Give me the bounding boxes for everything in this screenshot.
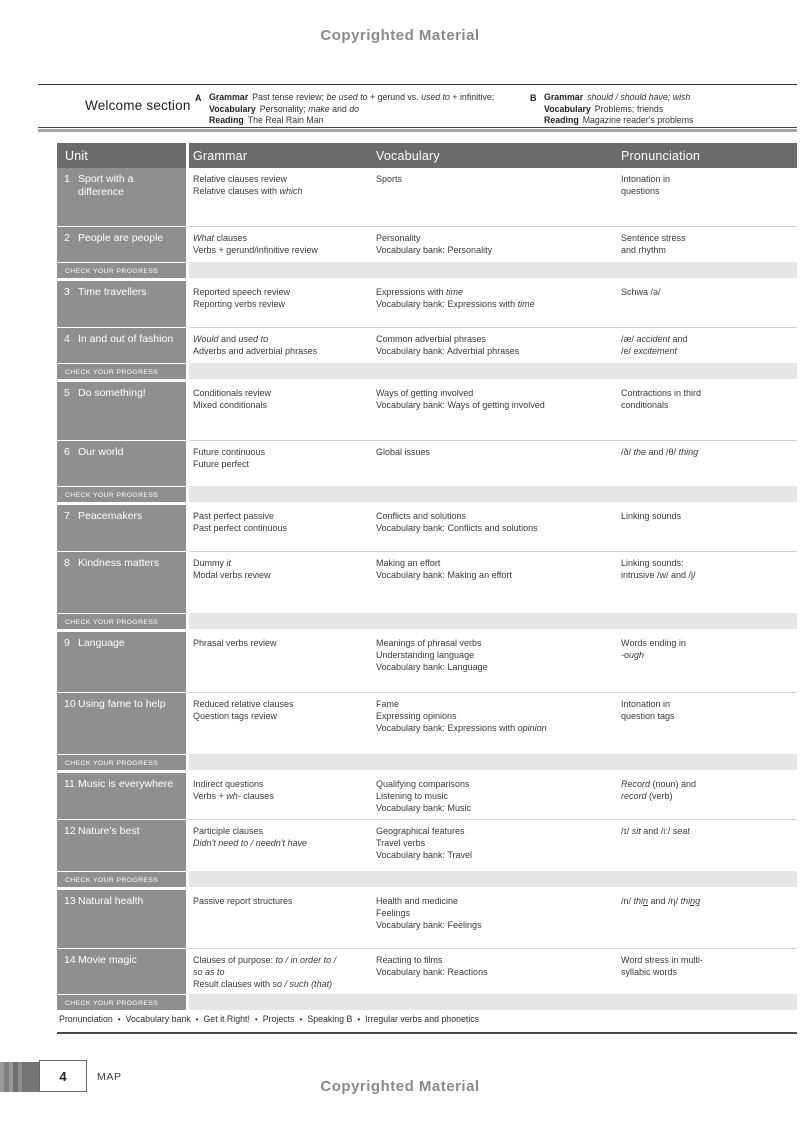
welcome-column-lines xyxy=(209,92,494,127)
table-row-unit-6 xyxy=(57,440,797,486)
welcome-line-label: Vocabulary xyxy=(544,103,591,114)
welcome-line xyxy=(544,104,693,116)
text-line: Adverbs and adverbial phrases xyxy=(193,346,318,357)
cell-pronunciation xyxy=(617,168,797,226)
unit-name: Do something! xyxy=(78,387,146,399)
page-number-box: 4 xyxy=(39,1060,87,1092)
text-line: Feelings xyxy=(376,907,411,918)
text-line: /ð/ the and /θ/ thing xyxy=(621,447,699,457)
text-line: Vocabulary bank: Adverbial phrases xyxy=(376,346,520,357)
text-line: Reacting to films xyxy=(376,954,443,965)
text-line: Listening to music xyxy=(376,791,449,802)
unit-group-7 xyxy=(57,890,797,1011)
unit-name: Nature's best xyxy=(78,824,140,837)
text-line: Global issues xyxy=(376,447,431,457)
table-row-unit-9 xyxy=(57,632,797,692)
unit-title-cell xyxy=(57,440,186,486)
text-line: Qualifying comparisons xyxy=(376,779,470,789)
text-line: Linking sounds: xyxy=(621,558,684,568)
check-your-progress-label: CHECK YOUR PROGRESS xyxy=(57,262,186,278)
footer-item: Vocabulary bank xyxy=(125,1014,191,1024)
progress-band xyxy=(189,871,797,887)
text-line: Dummy it xyxy=(193,558,231,568)
unit-title-cell xyxy=(57,505,186,551)
table-row-unit-10 xyxy=(57,692,797,754)
welcome-line-label: Vocabulary xyxy=(209,103,256,114)
welcome-line-text: Problems; friends xyxy=(594,103,664,114)
unit-title-cell xyxy=(57,382,186,440)
cell-grammar xyxy=(189,226,372,262)
cell-pronunciation xyxy=(617,632,797,692)
table-row-unit-14 xyxy=(57,948,797,995)
check-your-progress-label: CHECK YOUR PROGRESS xyxy=(57,754,186,770)
footer-item: Speaking B xyxy=(307,1014,353,1024)
text-line: Relative clauses review xyxy=(193,174,288,184)
unit-map-table xyxy=(57,143,797,1013)
column-header-grammar: Grammar xyxy=(189,143,372,168)
text-line: Schwa /ə/ xyxy=(621,287,661,297)
copyright-banner-bottom: Copyrighted Material xyxy=(320,1078,480,1095)
cell-grammar xyxy=(189,505,372,551)
cell-pronunciation xyxy=(617,505,797,551)
table-row-unit-2 xyxy=(57,226,797,262)
extras-footer-row xyxy=(57,1008,797,1034)
text-line: Vocabulary bank: Ways of getting involved xyxy=(376,400,545,411)
text-line: Phrasal verbs review xyxy=(193,638,277,648)
welcome-line-text: Magazine reader's problems xyxy=(582,115,694,125)
text-line: Understanding language xyxy=(376,650,475,661)
unit-name: Natural health xyxy=(78,894,144,907)
copyright-banner-top: Copyrighted Material xyxy=(320,27,480,44)
table-row-unit-7 xyxy=(57,505,797,551)
cell-vocabulary xyxy=(372,773,617,819)
text-line: Sentence stress xyxy=(621,233,686,243)
text-line: Vocabulary bank: Conflicts and solutions xyxy=(376,523,538,534)
check-your-progress-label: CHECK YOUR PROGRESS xyxy=(57,613,186,629)
text-line: question tags xyxy=(621,711,675,722)
cell-grammar xyxy=(189,168,372,226)
cell-vocabulary xyxy=(372,226,617,262)
text-line: Geographical features xyxy=(376,825,465,836)
welcome-line-label: Grammar xyxy=(544,92,584,102)
bullet-separator: • xyxy=(117,1015,121,1024)
bullet-separator: • xyxy=(357,1015,361,1024)
table-row-unit-4 xyxy=(57,327,797,363)
cell-vocabulary xyxy=(372,505,617,551)
welcome-column-a xyxy=(195,92,530,127)
cell-vocabulary xyxy=(372,819,617,871)
table-row-unit-12 xyxy=(57,819,797,871)
text-line: Didn't need to / needn't have xyxy=(193,837,308,848)
text-line: Expressing opinions xyxy=(376,711,457,722)
column-header-vocabulary: Vocabulary xyxy=(372,143,617,168)
text-line: Word stress in multi- xyxy=(621,954,703,965)
unit-number: 4 xyxy=(64,333,70,345)
footer-item: Irregular verbs and phonetics xyxy=(365,1014,480,1024)
table-row-progress xyxy=(57,363,797,379)
text-line: Fame xyxy=(376,699,400,709)
unit-group-4 xyxy=(57,505,797,629)
table-row-progress xyxy=(57,486,797,502)
text-line: Past perfect continuous xyxy=(193,523,288,534)
welcome-divider-thick xyxy=(38,129,797,132)
cell-pronunciation xyxy=(617,819,797,871)
text-line: /e/ excitement xyxy=(621,346,678,357)
cell-pronunciation xyxy=(617,692,797,754)
text-line: Intonation in xyxy=(621,174,671,184)
text-line: /ɪ/ sit and /iː/ seat xyxy=(621,825,690,836)
welcome-line-text: should / should have; wish xyxy=(587,92,691,102)
welcome-section-label: Welcome section xyxy=(85,98,191,113)
unit-number: 2 xyxy=(64,232,70,244)
text-line: /æ/ accident and xyxy=(621,334,688,344)
unit-number: 5 xyxy=(64,387,70,399)
cell-vocabulary xyxy=(372,168,617,226)
text-line: questions xyxy=(621,186,660,197)
unit-title-cell xyxy=(57,692,186,754)
footer-item: Pronunciation xyxy=(59,1014,113,1024)
footer-item: Projects xyxy=(262,1014,295,1024)
unit-group-1 xyxy=(57,168,797,278)
text-line: Past perfect passive xyxy=(193,511,275,521)
unit-number: 14 xyxy=(64,953,76,966)
unit-group-5 xyxy=(57,632,797,770)
cell-vocabulary xyxy=(372,440,617,486)
cell-vocabulary xyxy=(372,632,617,692)
bullet-separator: • xyxy=(299,1015,303,1024)
text-line: Vocabulary bank: Personality xyxy=(376,245,493,256)
welcome-divider-thin xyxy=(38,127,797,128)
unit-number: 1 xyxy=(64,173,70,185)
text-line: conditionals xyxy=(621,400,669,411)
unit-title-cell xyxy=(57,168,186,226)
unit-name: Kindness matters xyxy=(78,557,160,569)
unit-title-cell xyxy=(57,819,186,871)
text-line: Vocabulary bank: Travel xyxy=(376,850,473,861)
unit-name: In and out of fashion xyxy=(78,333,174,345)
text-line: Result clauses with so / such (that) xyxy=(193,979,333,990)
text-line: Vocabulary bank: Reactions xyxy=(376,966,488,977)
cell-grammar xyxy=(189,692,372,754)
welcome-column-b xyxy=(530,92,797,127)
table-row-unit-1 xyxy=(57,168,797,226)
check-your-progress-label: CHECK YOUR PROGRESS xyxy=(57,871,186,887)
text-line: Vocabulary bank: Expressions with opinion xyxy=(376,723,547,734)
unit-name: Peacemakers xyxy=(78,510,143,522)
unit-name: Movie magic xyxy=(78,953,137,966)
text-line: Participle clauses xyxy=(193,825,264,836)
unit-title-cell xyxy=(57,890,186,948)
text-line: Verbs + gerund/infinitive review xyxy=(193,245,318,256)
cell-pronunciation xyxy=(617,551,797,613)
unit-number: 3 xyxy=(64,286,70,298)
cell-grammar xyxy=(189,890,372,948)
text-line: Linking sounds xyxy=(621,511,682,521)
progress-band xyxy=(189,613,797,629)
text-line: Future perfect xyxy=(193,459,250,470)
cell-pronunciation xyxy=(617,440,797,486)
text-line: Relative clauses with which xyxy=(193,186,303,197)
cell-pronunciation xyxy=(617,773,797,819)
text-line: intrusive /w/ and /j/ xyxy=(621,570,696,581)
text-line: /n/ thin and /ŋ/ thing xyxy=(621,895,701,906)
text-line: Future continuous xyxy=(193,447,266,457)
text-line: Reporting verbs review xyxy=(193,299,286,310)
welcome-line-text: Personality; make and do xyxy=(259,103,360,114)
table-row-progress xyxy=(57,754,797,770)
check-your-progress-label: CHECK YOUR PROGRESS xyxy=(57,363,186,379)
text-line: Meanings of phrasal verbs xyxy=(376,638,482,648)
map-section-label: MAP xyxy=(97,1071,122,1083)
cell-vocabulary xyxy=(372,327,617,363)
unit-number: 7 xyxy=(64,510,70,522)
text-line: Reported speech review xyxy=(193,287,291,297)
cell-pronunciation xyxy=(617,327,797,363)
cell-grammar xyxy=(189,551,372,613)
text-line: Mixed conditionals xyxy=(193,400,268,411)
cell-pronunciation xyxy=(617,226,797,262)
unit-group-2 xyxy=(57,281,797,379)
text-line: record (verb) xyxy=(621,791,673,802)
unit-number: 11 xyxy=(64,778,75,790)
text-line: and rhythm xyxy=(621,245,667,256)
text-line: Words ending in xyxy=(621,638,686,648)
unit-name: Time travellers xyxy=(78,286,147,298)
cell-grammar xyxy=(189,819,372,871)
bullet-separator: • xyxy=(254,1015,258,1024)
welcome-line xyxy=(209,115,494,127)
welcome-line-text: The Real Rain Man xyxy=(247,115,324,125)
text-line: Vocabulary bank: Expressions with time xyxy=(376,299,535,310)
text-line: Indirect questions xyxy=(193,779,264,789)
section-letter: B xyxy=(530,93,537,103)
cell-vocabulary xyxy=(372,692,617,754)
unit-title-cell xyxy=(57,948,186,995)
text-line: Expressions with time xyxy=(376,287,464,297)
cell-vocabulary xyxy=(372,551,617,613)
welcome-column-lines xyxy=(544,92,693,127)
unit-name: Our world xyxy=(78,446,124,458)
text-line: Sports xyxy=(376,174,403,184)
text-line: Clauses of purpose: to / in order to / xyxy=(193,954,337,965)
unit-name: People are people xyxy=(78,232,164,244)
text-line: Vocabulary bank: Making an effort xyxy=(376,570,512,581)
check-your-progress-label: CHECK YOUR PROGRESS xyxy=(57,994,186,1010)
text-line: Contractions in third xyxy=(621,388,702,398)
unit-number: 9 xyxy=(64,637,70,649)
text-line: Vocabulary bank: Feelings xyxy=(376,920,482,931)
welcome-line-label: Reading xyxy=(209,115,244,125)
welcome-line-text: Past tense review; be used to + gerund vs. used to + infinitive; xyxy=(252,92,495,102)
text-line: Record (noun) and xyxy=(621,779,697,789)
unit-title-cell xyxy=(57,281,186,327)
progress-band xyxy=(189,754,797,770)
column-header-unit: Unit xyxy=(57,143,186,168)
unit-name: Sport with a difference xyxy=(78,173,134,198)
cell-pronunciation xyxy=(617,948,797,995)
cell-pronunciation xyxy=(617,890,797,948)
text-line: Verbs + wh- clauses xyxy=(193,791,274,802)
unit-number: 13 xyxy=(64,894,76,907)
table-row-progress xyxy=(57,613,797,629)
text-line: Reduced relative clauses xyxy=(193,699,294,709)
bullet-separator: • xyxy=(195,1015,199,1024)
cell-vocabulary xyxy=(372,281,617,327)
welcome-line xyxy=(544,115,693,127)
welcome-line xyxy=(209,104,494,116)
section-letter: A xyxy=(195,93,202,103)
unit-title-cell xyxy=(57,226,186,262)
unit-number: 6 xyxy=(64,446,70,458)
cell-grammar xyxy=(189,281,372,327)
text-line: What clauses xyxy=(193,233,248,243)
text-line: Intonation in xyxy=(621,699,671,709)
unit-group-6 xyxy=(57,773,797,887)
table-row-unit-5 xyxy=(57,382,797,440)
footer-item: Get it Right! xyxy=(203,1014,250,1024)
text-line: Personality xyxy=(376,233,421,243)
table-header-row xyxy=(57,143,797,168)
text-line: Would and used to xyxy=(193,334,269,344)
cell-grammar xyxy=(189,327,372,363)
unit-title-cell xyxy=(57,327,186,363)
unit-title-cell xyxy=(57,551,186,613)
text-line: Health and medicine xyxy=(376,895,459,906)
unit-title-cell xyxy=(57,632,186,692)
welcome-line-label: Reading xyxy=(544,115,579,125)
text-line: -ough xyxy=(621,650,645,661)
text-line: Vocabulary bank: Language xyxy=(376,662,488,673)
text-line: Modal verbs review xyxy=(193,570,271,581)
text-line: Passive report structures xyxy=(193,895,293,906)
cell-grammar xyxy=(189,948,372,995)
cell-grammar xyxy=(189,773,372,819)
welcome-line xyxy=(209,92,494,104)
text-line: syllabic words xyxy=(621,966,678,977)
text-line: Conditionals review xyxy=(193,388,272,398)
text-line: Travel verbs xyxy=(376,837,426,848)
table-row-progress xyxy=(57,262,797,278)
unit-name: Language xyxy=(78,637,125,649)
welcome-line-label: Grammar xyxy=(209,92,249,102)
table-row-progress xyxy=(57,871,797,887)
text-line: Question tags review xyxy=(193,711,278,722)
progress-band xyxy=(189,486,797,502)
progress-band xyxy=(189,363,797,379)
column-header-pronunciation: Pronunciation xyxy=(617,143,797,168)
cell-grammar xyxy=(189,440,372,486)
unit-number: 10 xyxy=(64,698,76,710)
table-row-unit-13 xyxy=(57,890,797,948)
text-line: Vocabulary bank: Music xyxy=(376,803,472,814)
text-line: so as to xyxy=(193,966,225,977)
text-line: Common adverbial phrases xyxy=(376,334,487,344)
text-line: Making an effort xyxy=(376,558,441,568)
cell-vocabulary xyxy=(372,382,617,440)
table-row-unit-8 xyxy=(57,551,797,613)
progress-band xyxy=(189,262,797,278)
cell-grammar xyxy=(189,382,372,440)
cell-pronunciation xyxy=(617,281,797,327)
unit-number: 8 xyxy=(64,557,70,569)
unit-title-cell xyxy=(57,773,186,819)
unit-number: 12 xyxy=(64,824,76,837)
unit-group-3 xyxy=(57,382,797,502)
unit-name: Music is everywhere xyxy=(78,778,174,790)
cell-grammar xyxy=(189,632,372,692)
text-line: Conflicts and solutions xyxy=(376,511,467,521)
welcome-section xyxy=(38,84,797,133)
cell-vocabulary xyxy=(372,948,617,995)
unit-name: Using fame to help xyxy=(78,698,166,710)
welcome-line xyxy=(544,92,693,104)
table-row-unit-11 xyxy=(57,773,797,819)
table-row-unit-3 xyxy=(57,281,797,327)
cell-vocabulary xyxy=(372,890,617,948)
cell-pronunciation xyxy=(617,382,797,440)
text-line: Ways of getting involved xyxy=(376,388,474,398)
check-your-progress-label: CHECK YOUR PROGRESS xyxy=(57,486,186,502)
